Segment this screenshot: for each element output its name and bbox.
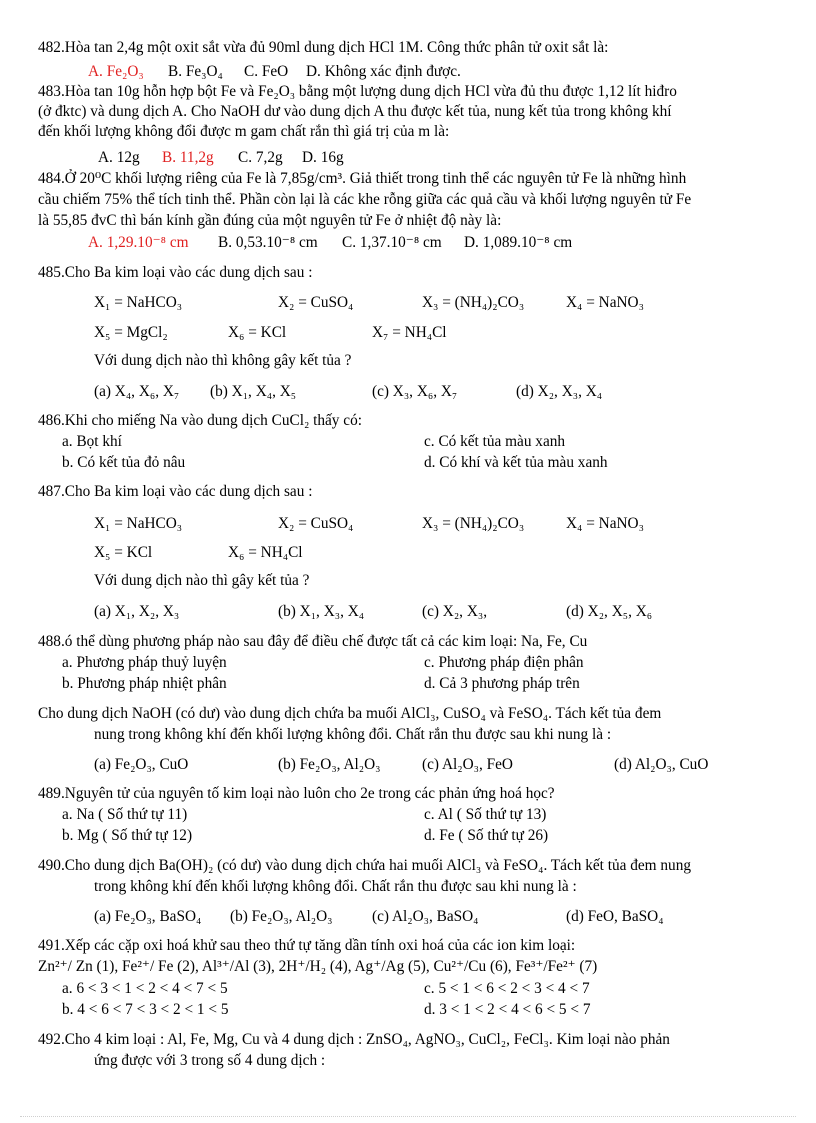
q490-line-2: trong không khí đến khối lượng không đổi. Chất rắn thu được sau khi nung là :	[94, 878, 577, 895]
q491-line-2: Zn²⁺/ Zn (1), Fe²⁺/ Fe (2), Al³⁺/Al (3), 2H⁺/H₂ (4), Ag⁺/Ag (5), Cu²⁺/Cu (6), Fe³⁺/Fe²⁺ (7)	[38, 958, 598, 975]
q482-text: 482.Hòa tan 2,4g một oxit sắt vừa đủ 90ml dung dịch HCl 1M. Công thức phân tử oxit sắt là:	[38, 39, 609, 56]
q488-option-b: b. Phương pháp nhiệt phân	[62, 675, 227, 692]
q483-option-c: C. 7,2g	[238, 149, 283, 166]
q491-line-1: 491.Xếp các cặp oxi hoá khử sau theo thứ tự tăng dần tính oxi hoá của các ion kim loại:	[38, 937, 576, 954]
qnaoh-line-2: nung trong không khí đến khối lượng không đổi. Chất rắn thu được sau khi nung là :	[94, 726, 612, 743]
q485-x7: X₇ = NH₄Cl	[372, 324, 447, 341]
q490-line-1: 490.Cho dung dịch Ba(OH)₂ (có dư) vào dung dịch chứa hai muối AlCl₃ và FeSO₄. Tách kết tủa đem nung	[38, 857, 691, 874]
q485-x1: X₁ = NaHCO₃	[94, 294, 183, 311]
q489-option-c: c. Al ( Số thứ tự 13)	[424, 806, 547, 823]
q482-option-a: A. Fe₂O₃	[88, 63, 144, 80]
qnaoh-option-a: (a) Fe₂O₃, CuO	[94, 756, 189, 773]
q484-line-3: là 55,85 đvC thì bán kính gần đúng của một nguyên tử Fe ở nhiệt độ này là:	[38, 212, 502, 229]
q486-option-a: a. Bọt khí	[62, 433, 122, 450]
q487-x1: X₁ = NaHCO₃	[94, 515, 183, 532]
q484-line-2: cầu chiếm 75% thể tích tinh thể. Phần còn lại là các khe rỗng giữa các quả cầu và khối lượng nguyên tử Fe	[38, 191, 692, 208]
q487-option-c: (c) X₂, X₃,	[422, 603, 488, 620]
q488-text: 488.ó thể dùng phương pháp nào sau đây để điều chế được tất cả các kim loại: Na, Fe, Cu	[38, 633, 588, 650]
q485-option-b: (b) X₁, X₄, X₅	[210, 383, 297, 400]
q487-option-d: (d) X₂, X₅, X₆	[566, 603, 653, 620]
q485-option-a: (a) X₄, X₆, X₇	[94, 383, 180, 400]
q485-option-c: (c) X₃, X₆, X₇	[372, 383, 458, 400]
q491-option-b: b. 4 < 6 < 7 < 3 < 2 < 1 < 5	[62, 1001, 229, 1018]
q487-text: 487.Cho Ba kim loại vào các dung dịch sau :	[38, 483, 313, 500]
q491-option-d: d. 3 < 1 < 2 < 4 < 6 < 5 < 7	[424, 1001, 591, 1018]
q486-option-d: d. Có khí và kết tủa màu xanh	[424, 454, 608, 471]
q484-option-a: A. 1,29.10⁻⁸ cm	[88, 234, 189, 251]
q492-line-2: ứng được với 3 trong số 4 dung dịch :	[94, 1052, 326, 1069]
page-bottom-divider	[20, 1116, 796, 1117]
qnaoh-option-c: (c) Al₂O₃, FeO	[422, 756, 513, 773]
q482-option-b: B. Fe₃O₄	[168, 63, 223, 80]
q488-option-d: d. Cả 3 phương pháp trên	[424, 675, 580, 692]
q484-option-c: C. 1,37.10⁻⁸ cm	[342, 234, 442, 251]
q487-x3: X₃ = (NH₄)₂CO₃	[422, 515, 525, 532]
q485-x6: X₆ = KCl	[228, 324, 287, 341]
q487-option-b: (b) X₁, X₃, X₄	[278, 603, 365, 620]
q483-option-b: B. 11,2g	[162, 149, 214, 166]
q490-option-c: (c) Al₂O₃, BaSO₄	[372, 908, 479, 925]
q484-option-b: B. 0,53.10⁻⁸ cm	[218, 234, 318, 251]
q487-x6: X₆ = NH₄Cl	[228, 544, 303, 561]
q485-text: 485.Cho Ba kim loại vào các dung dịch sau :	[38, 264, 313, 281]
q483-option-a: A. 12g	[98, 149, 140, 166]
q484-line-1: 484.Ở 20⁰C khối lượng riêng của Fe là 7,85g/cm³. Giả thiết trong tinh thể các nguyên tử Fe là những hình	[38, 170, 687, 187]
q486-option-b: b. Có kết tủa đỏ nâu	[62, 454, 186, 471]
q491-option-a: a. 6 < 3 < 1 < 2 < 4 < 7 < 5	[62, 980, 228, 997]
q487-x2: X₂ = CuSO₄	[278, 515, 354, 532]
q487-option-a: (a) X₁, X₂, X₃	[94, 603, 180, 620]
qnaoh-option-d: (d) Al₂O₃, CuO	[614, 756, 709, 773]
q482-option-d: D. Không xác định được.	[306, 63, 461, 80]
q486-option-c: c. Có kết tủa màu xanh	[424, 433, 566, 450]
qnaoh-option-b: (b) Fe₂O₃, Al₂O₃	[278, 756, 381, 773]
q487-prompt: Với dung dịch nào thì gây kết tủa ?	[94, 572, 310, 589]
q488-option-a: a. Phương pháp thuỷ luyện	[62, 654, 227, 671]
q488-option-c: c. Phương pháp điện phân	[424, 654, 584, 671]
q487-x4: X₄ = NaNO₃	[566, 515, 644, 532]
q483-line-2: (ở đktc) và dung dịch A. Cho NaOH dư vào dung dịch A thu được kết tủa, nung kết tủa trong không khí	[38, 103, 672, 120]
q489-option-b: b. Mg ( Số thứ tự 12)	[62, 827, 193, 844]
q485-prompt: Với dung dịch nào thì không gây kết tủa ?	[94, 352, 352, 369]
q484-option-d: D. 1,089.10⁻⁸ cm	[464, 234, 573, 251]
q485-x3: X₃ = (NH₄)₂CO₃	[422, 294, 525, 311]
q490-option-b: (b) Fe₂O₃, Al₂O₃	[230, 908, 333, 925]
q487-x5: X₅ = KCl	[94, 544, 153, 561]
q490-option-a: (a) Fe₂O₃, BaSO₄	[94, 908, 202, 925]
q489-option-d: d. Fe ( Số thứ tự 26)	[424, 827, 549, 844]
q491-option-c: c. 5 < 1 < 6 < 2 < 3 < 4 < 7	[424, 980, 590, 997]
q485-option-d: (d) X₂, X₃, X₄	[516, 383, 603, 400]
q489-text: 489.Nguyên tử của nguyên tố kim loại nào luôn cho 2e trong các phản ứng hoá học?	[38, 785, 555, 802]
q492-line-1: 492.Cho 4 kim loại : Al, Fe, Mg, Cu và 4 dung dịch : ZnSO₄, AgNO₃, CuCl₂, FeCl₃. Kim loại nào phản	[38, 1031, 670, 1048]
q482-option-c: C. FeO	[244, 63, 289, 80]
q485-x5: X₅ = MgCl₂	[94, 324, 168, 341]
q485-x4: X₄ = NaNO₃	[566, 294, 644, 311]
q489-option-a: a. Na ( Số thứ tự 11)	[62, 806, 188, 823]
q483-line-3: đến khối lượng không đổi được m gam chất rắn thì giá trị của m là:	[38, 123, 450, 140]
q483-line-1: 483.Hòa tan 10g hỗn hợp bột Fe và Fe₂O₃ bằng một lượng dung dịch HCl vừa đủ thu được 1,12 lít hiđro	[38, 83, 677, 100]
qnaoh-line-1: Cho dung dịch NaOH (có dư) vào dung dịch chứa ba muối AlCl₃, CuSO₄ và FeSO₄. Tách kết tủa đem	[38, 705, 662, 722]
q483-option-d: D. 16g	[302, 149, 344, 166]
q485-x2: X₂ = CuSO₄	[278, 294, 354, 311]
q490-option-d: (d) FeO, BaSO₄	[566, 908, 664, 925]
q486-text: 486.Khi cho miếng Na vào dung dịch CuCl₂ thấy có:	[38, 412, 362, 429]
